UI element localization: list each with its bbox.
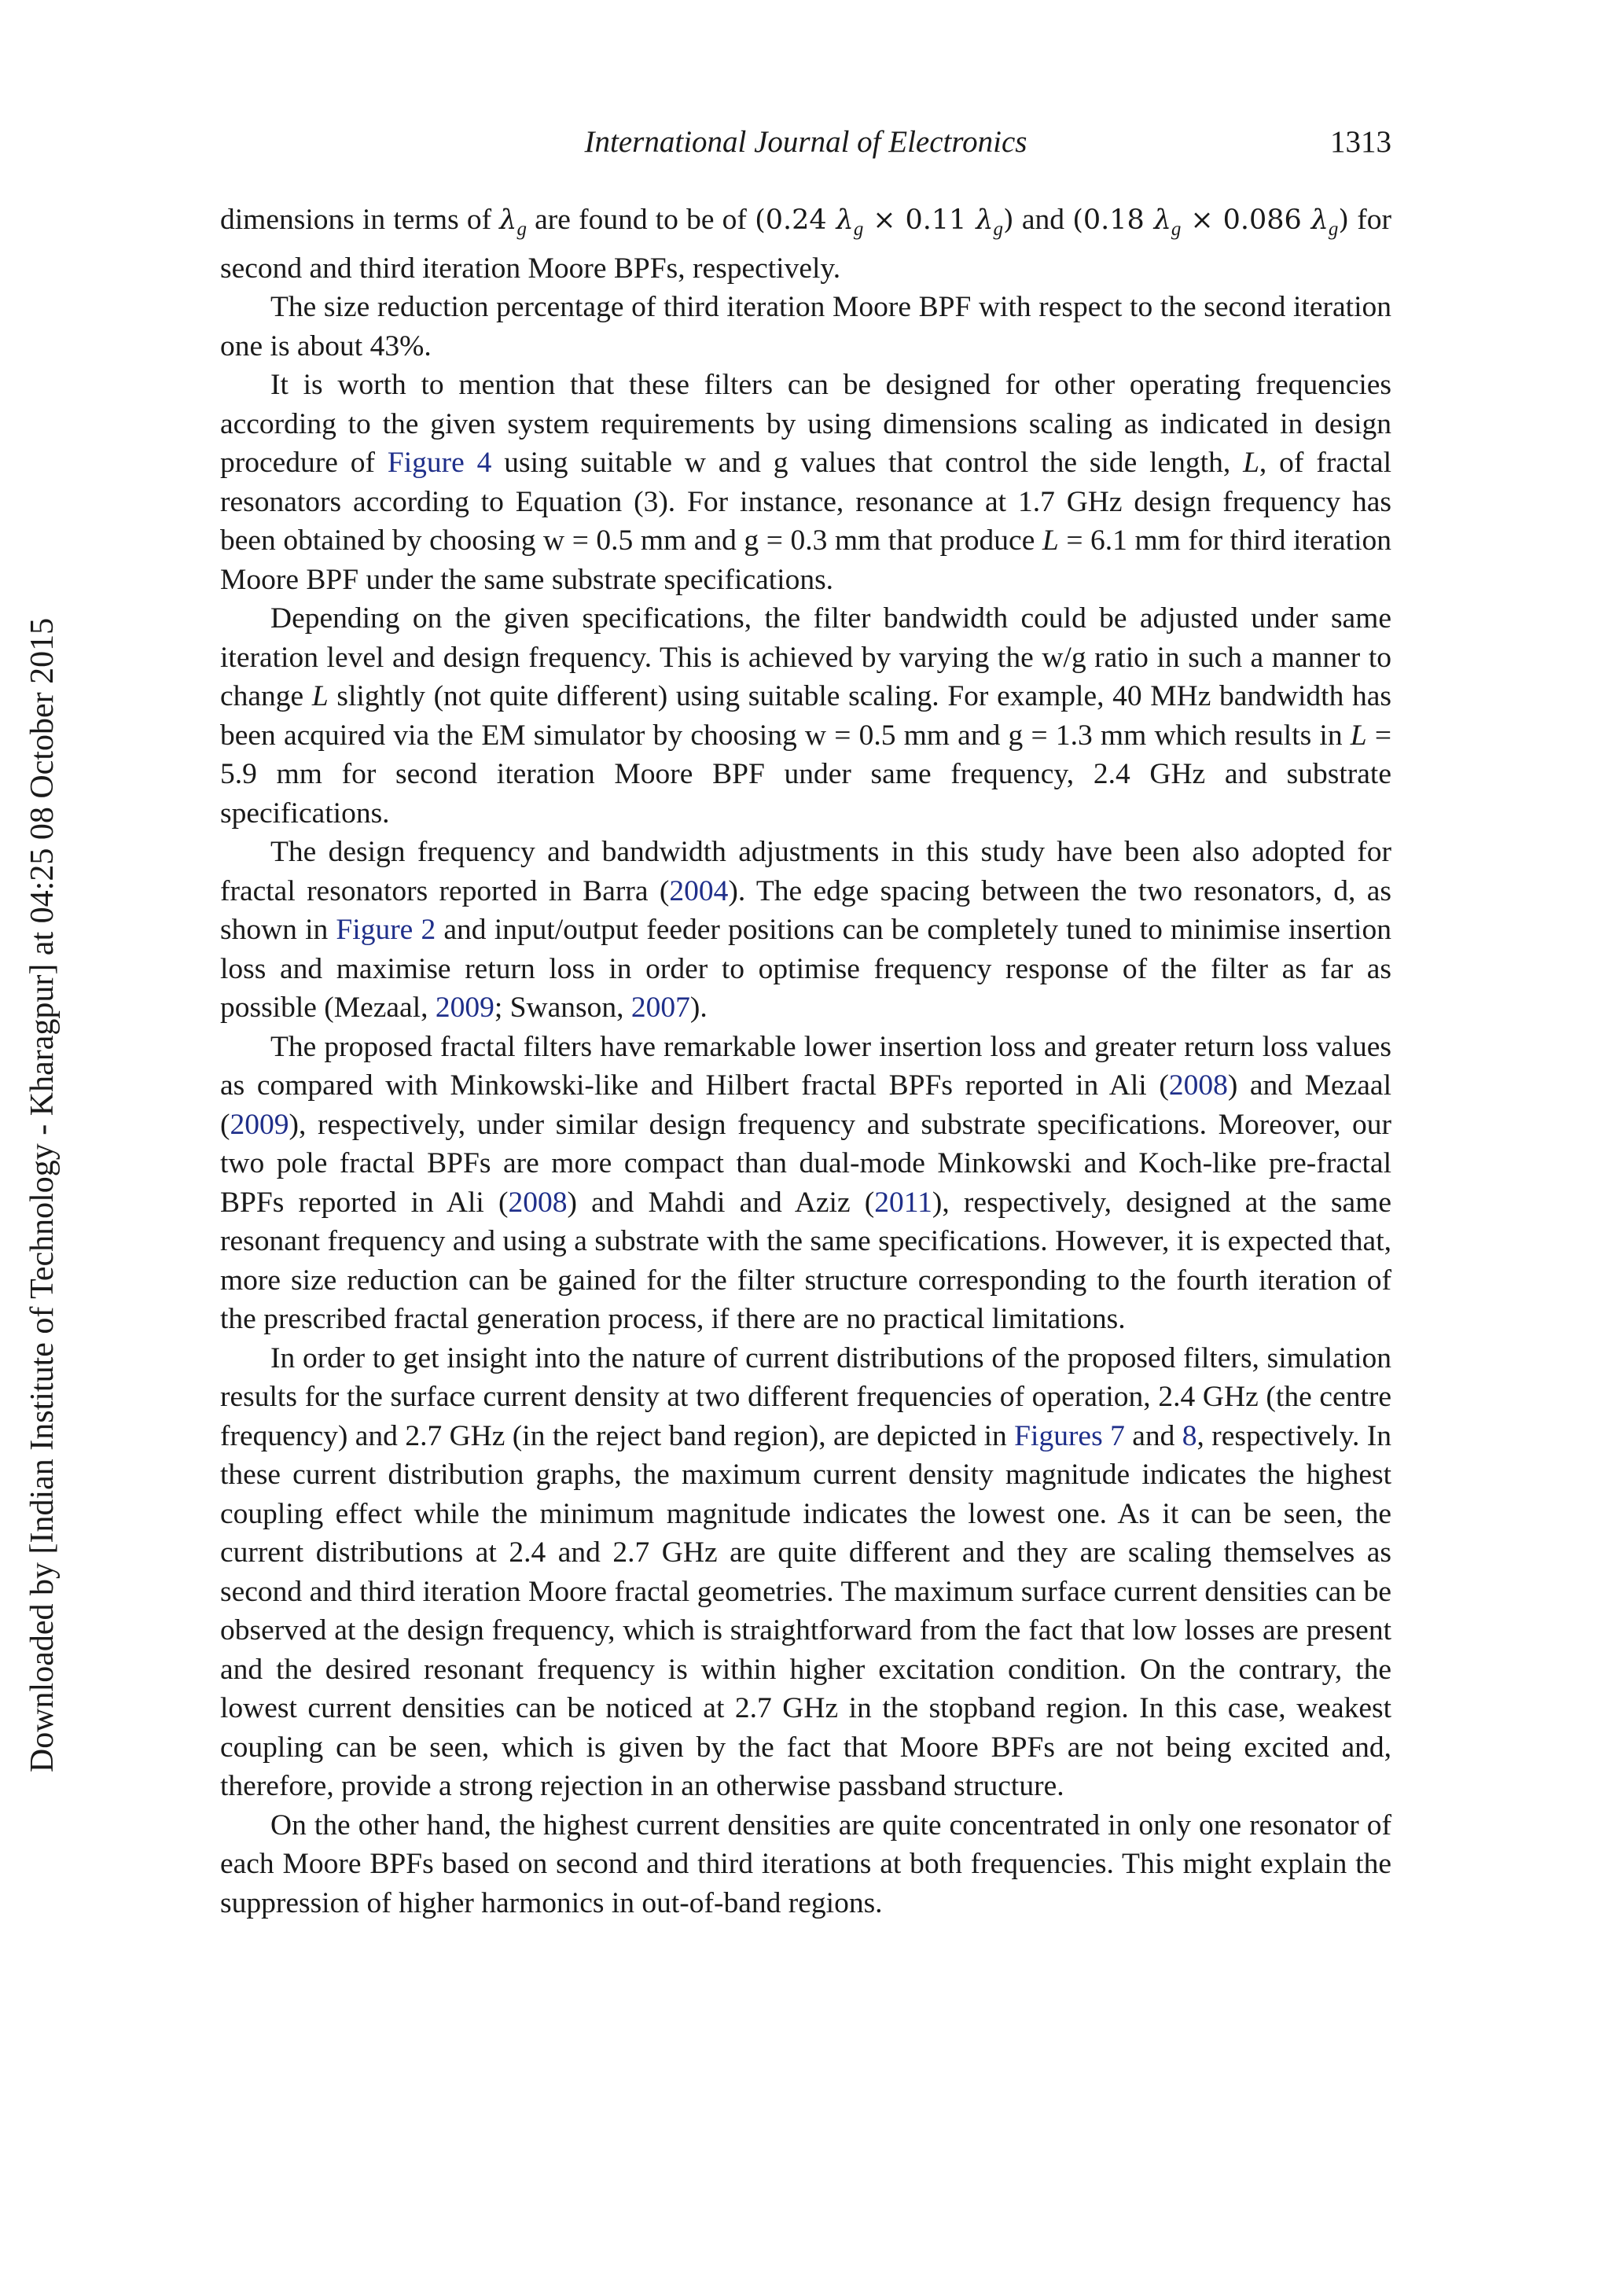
- figure-7-link[interactable]: Figures 7: [1014, 1419, 1125, 1452]
- text: ). The edge spacing between the two resonators, d, as shown in: [220, 874, 1391, 946]
- text: ) and Mahdi and Aziz (: [567, 1186, 875, 1219]
- citation-link-2008[interactable]: 2008: [1168, 1069, 1228, 1102]
- citation-link-2009[interactable]: 2009: [230, 1108, 289, 1141]
- paragraph-4: [220, 599, 1391, 833]
- var-L: L: [1350, 719, 1367, 752]
- text: = 6.1 mm for third iteration Moore BPF under the same substrate specifications.: [220, 524, 1391, 596]
- text: ), respectively, designed at the same resonant frequency and using a substrate with the same specifications. However, it is expected that, more size reduction can be gained for the filter structure corresponding to the fourth iteration of the prescribed fractal generation process, if there are no practical limitations.: [220, 1186, 1391, 1335]
- text: and: [1124, 1419, 1182, 1452]
- math: × 0.11: [863, 204, 976, 236]
- lambda-symbol: λ: [499, 204, 517, 236]
- math: ): [1003, 204, 1014, 236]
- paragraph-8: On the other hand, the highest current densities are quite concentrated in only one resonator of each Moore BPFs based on second and third iterations at both frequencies. This might explain the suppression of higher harmonics in out-of-band regions.: [220, 1808, 1391, 1919]
- article-body: [220, 201, 1391, 1923]
- text: , of fractal resonators according to Equation (3). For instance, resonance at 1.7 GHz design frequency has been obtained by choosing w = 0.5 mm and g = 0.3 mm that produce: [220, 447, 1391, 557]
- paragraph-3: [220, 366, 1391, 599]
- paragraph-1: [220, 201, 1391, 288]
- text: and input/output feeder positions can be completely tuned to minimise insertion loss and maximise return loss in order to optimise frequency response of the filter as far as possible (Mezaal,: [220, 914, 1391, 1024]
- paragraph-5: [220, 833, 1391, 1028]
- running-header: [220, 124, 1391, 171]
- text: , respectively. In these current distribution graphs, the maximum current density magnitude indicates the highest coupling effect while the minimum magnitude indicates the lowest one. As it can be seen, the current distributions at 2.4 and 2.7 GHz are quite different and they are scaling themselves as second and third iteration Moore fractal geometries. The maximum surface current densities can be observed at the design frequency, which is straightforward from the fact that low losses are present and the desired resonant frequency is within higher excitation condition. On the contrary, the lowest current densities can be noticed at 2.7 GHz in the stopband region. In this case, weakest coupling can be seen, which is given by the fact that Moore BPFs are not being excited and, therefore, provide a strong rejection in an otherwise passband structure.: [220, 1419, 1391, 1802]
- download-watermark: Downloaded by [Indian Institute of Technology - Kharagpur] at 04:25 08 October 2015: [24, 617, 61, 1773]
- var-L: L: [311, 680, 329, 712]
- figure-8-link[interactable]: 8: [1182, 1419, 1197, 1452]
- subscript-g: g: [853, 219, 864, 240]
- math: ): [1338, 204, 1350, 236]
- citation-link-2007[interactable]: 2007: [630, 992, 690, 1024]
- paragraph-7: [220, 1339, 1391, 1806]
- text: using suitable w and g values that control the side length,: [491, 447, 1244, 479]
- citation-link-2004[interactable]: 2004: [669, 874, 729, 907]
- text: In order to get insight into the nature of current distributions of the proposed filters, simulation results for the surface current density at two different frequencies of operation, 2.4 GHz (the centre frequency) and 2.7 GHz (in the reject band region), are depicted in: [220, 1341, 1391, 1452]
- citation-link-2011[interactable]: 2011: [874, 1186, 932, 1219]
- math: (0.24: [755, 204, 836, 236]
- paragraph-2: The size reduction percentage of third iteration Moore BPF with respect to the second iteration one is about 43%.: [220, 291, 1391, 362]
- lambda-symbol: λ: [836, 204, 854, 236]
- lambda-symbol: λ: [1153, 204, 1171, 236]
- figure-4-link[interactable]: Figure 4: [387, 447, 492, 479]
- subscript-g: g: [1328, 219, 1339, 240]
- lambda-symbol: λ: [1310, 204, 1329, 236]
- math: × 0.086: [1181, 204, 1311, 236]
- text: slightly (not quite different) using suitable scaling. For example, 40 MHz bandwidth has been acquired via the EM simulator by choosing w = 0.5 mm and g = 1.3 mm which results in: [220, 680, 1391, 752]
- text: ), respectively, under similar design frequency and substrate specifications. Moreover, our two pole fractal BPFs are more compact than dual-mode Minkowski and Koch-like pre-fractal BPFs reported in Ali (: [220, 1108, 1391, 1219]
- text: = 5.9 mm for second iteration Moore BPF under same frequency, 2.4 GHz and substrate specifications.: [220, 719, 1391, 830]
- paragraph-6: [220, 1028, 1391, 1339]
- text: ).: [689, 992, 708, 1024]
- page-number: 1313: [1330, 125, 1391, 159]
- subscript-g: g: [516, 219, 527, 240]
- text: The proposed fractal filters have remarkable lower insertion loss and greater return loss values as compared with Minkowski-like and Hilbert fractal BPFs reported in Ali (: [220, 1030, 1391, 1102]
- math: (0.18: [1072, 204, 1154, 236]
- text: for second and third iteration Moore BPFs, respectively.: [220, 204, 1391, 285]
- subscript-g: g: [1171, 219, 1182, 240]
- text: ) and Mezaal (: [220, 1069, 1391, 1141]
- text: dimensions in terms of: [220, 204, 500, 236]
- citation-link-2008[interactable]: 2008: [508, 1186, 568, 1219]
- text: and: [1013, 204, 1073, 236]
- text: The design frequency and bandwidth adjustments in this study have been also adopted for fractal resonators reported in Barra (: [220, 836, 1391, 907]
- text: It is worth to mention that these filters can be designed for other operating frequencies according to the given system requirements by using dimensions scaling as indicated in design procedure of: [220, 369, 1391, 479]
- text: are found to be of: [526, 204, 755, 236]
- var-L: L: [1042, 524, 1059, 557]
- text: ; Swanson,: [494, 992, 631, 1024]
- subscript-g: g: [993, 219, 1004, 240]
- lambda-symbol: λ: [976, 204, 994, 236]
- text: Depending on the given specifications, the filter bandwidth could be adjusted under same iteration level and design frequency. This is achieved by varying the w/g ratio in such a manner to change: [220, 602, 1391, 712]
- journal-title: International Journal of Electronics: [584, 125, 1027, 159]
- var-L: L: [1243, 447, 1259, 479]
- citation-link-2009[interactable]: 2009: [435, 992, 494, 1024]
- figure-2-link[interactable]: Figure 2: [336, 914, 436, 946]
